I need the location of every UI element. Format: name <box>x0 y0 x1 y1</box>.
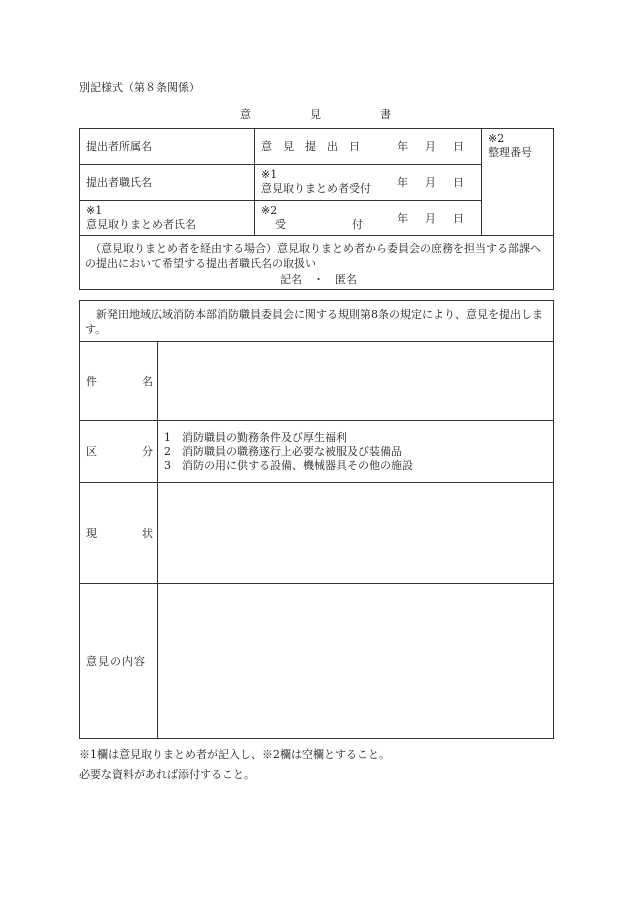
subject-field[interactable] <box>158 342 554 421</box>
status-field[interactable] <box>158 483 554 584</box>
coordinator-name-label: 意見取りまとめ者氏名 <box>86 218 196 231</box>
ref-number-note: ※2 <box>488 132 505 145</box>
name-handling-cell[interactable] <box>80 236 554 290</box>
subject-label-1: 件 <box>86 375 97 388</box>
intro-text: 新発田地域広域消防本部消防職員委員会に関する規則第8条の規定により、意見を提出します。 <box>85 308 543 336</box>
subject-label-cell <box>80 342 158 421</box>
day-label: 日 <box>453 140 464 153</box>
coordinator-receipt-label: 意見取りまとめ者受付 <box>261 182 371 195</box>
receipt-label-2: 付 <box>352 218 363 231</box>
subject-label-2: 名 <box>142 375 153 388</box>
submission-date-label: 意 見 提 出 日 <box>261 140 360 153</box>
opinion-table <box>79 300 554 739</box>
name-handling-text: （意見取りまとめ者を経由する場合）意見取りまとめ者から委員会の庶務を担当する部課への提出において希望する提出者職氏名の取扱い <box>85 242 541 270</box>
month-label: 月 <box>425 212 436 225</box>
opinion-field[interactable] <box>158 584 554 739</box>
receipt-cell[interactable] <box>255 201 482 236</box>
category-option-3[interactable]: 3 消防の用に供する設備、機械器具その他の施設 <box>164 459 413 472</box>
year-label: 年 <box>397 176 408 189</box>
coordinator-receipt-note: ※1 <box>261 168 278 181</box>
category-field[interactable] <box>158 421 554 483</box>
status-label-cell <box>80 483 158 584</box>
opinion-label-cell <box>80 584 158 739</box>
opinion-label: 意見の内容 <box>86 655 146 668</box>
form-reference: 別記様式（第８条関係） <box>79 81 200 94</box>
receipt-label-1: 受 <box>275 218 286 231</box>
category-option-2[interactable]: 2 消防職員の職務遂行上必要な被服及び装備品 <box>164 445 402 458</box>
month-label: 月 <box>425 176 436 189</box>
name-label-cell <box>80 165 255 201</box>
footnote-2: 必要な資料があれば添付すること。 <box>79 768 255 781</box>
month-label: 月 <box>425 140 436 153</box>
coordinator-name-note: ※1 <box>86 204 103 217</box>
day-label: 日 <box>453 176 464 189</box>
coordinator-receipt-cell[interactable] <box>255 165 482 201</box>
category-option-1[interactable]: 1 消防職員の勤務条件及び厚生福利 <box>164 431 347 444</box>
name-handling-options[interactable]: 記名 ・ 匿名 <box>280 273 357 286</box>
year-label: 年 <box>397 140 408 153</box>
category-label-cell <box>80 421 158 483</box>
submitter-info-table <box>79 128 554 290</box>
title-char-1: 意 <box>240 108 251 121</box>
title-char-2: 見 <box>310 108 321 121</box>
intro-cell <box>80 301 554 342</box>
affiliation-label: 提出者所属名 <box>86 140 152 153</box>
title-char-3: 書 <box>380 108 391 121</box>
ref-number-cell[interactable] <box>482 129 554 236</box>
year-label: 年 <box>397 212 408 225</box>
status-label-1: 現 <box>86 527 97 540</box>
status-label-2: 状 <box>142 527 153 540</box>
name-label: 提出者職氏名 <box>86 176 152 189</box>
day-label: 日 <box>453 212 464 225</box>
category-label-1: 区 <box>86 445 97 458</box>
coordinator-name-cell[interactable] <box>80 201 255 236</box>
affiliation-label-cell <box>80 129 255 165</box>
ref-number-label: 整理番号 <box>488 146 532 159</box>
category-label-2: 分 <box>142 445 153 458</box>
footnote-1: ※1欄は意見取りまとめ者が記入し、※2欄は空欄とすること。 <box>79 748 390 761</box>
receipt-note: ※2 <box>261 204 278 217</box>
submission-date-cell[interactable] <box>255 129 482 165</box>
